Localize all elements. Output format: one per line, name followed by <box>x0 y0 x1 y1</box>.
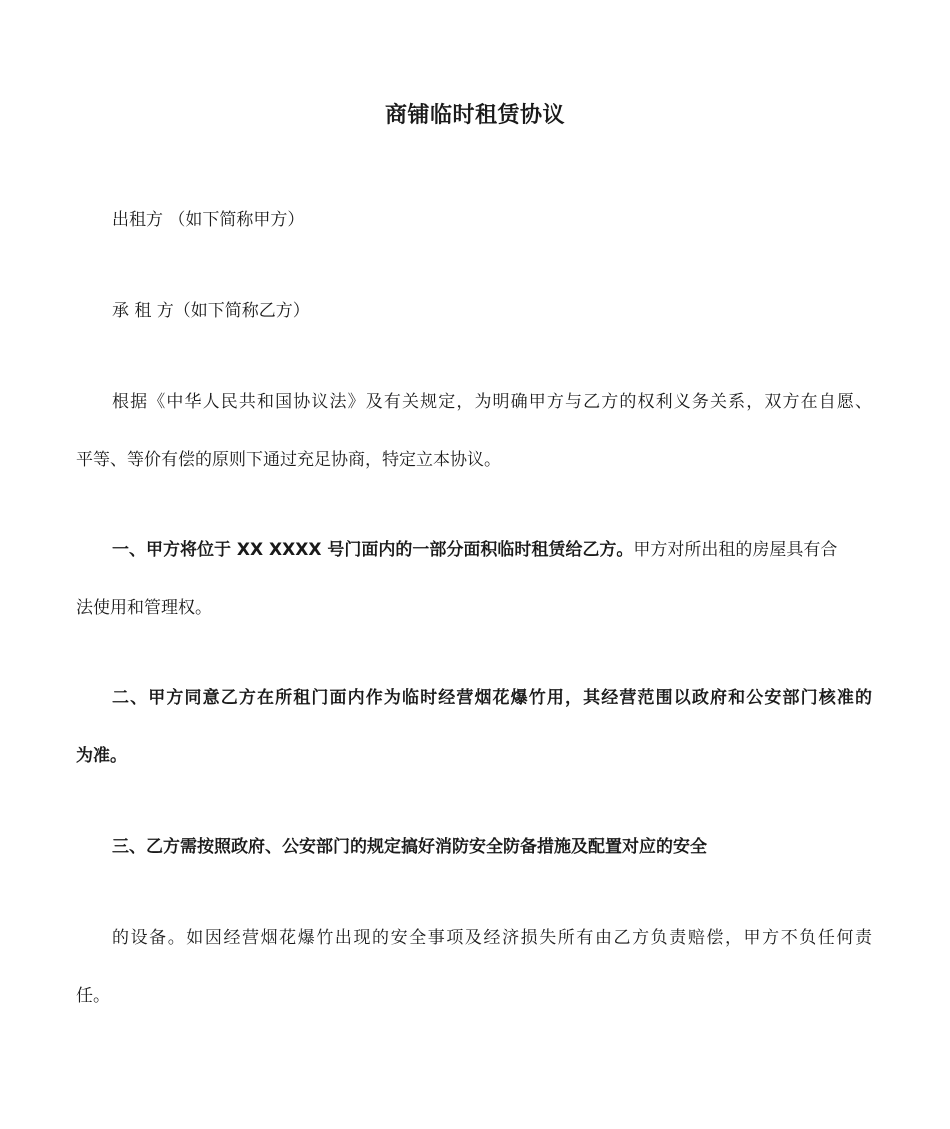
clause-2-line-1: 二、甲方同意乙方在所租门面内作为临时经营烟花爆竹用，其经营范围以政府和公安部门核准的 <box>112 688 872 708</box>
clause-3-cont-line-2: 任。 <box>76 986 110 1006</box>
preamble-line-2: 平等、等价有偿的原则下通过充足协商，特定立本协议。 <box>76 450 501 470</box>
preamble-line-1: 根据《中华人民共和国协议法》及有关规定，为明确甲方与乙方的权利义务关系，双方在自愿、 <box>112 392 872 412</box>
document-title: 商铺临时租赁协议 <box>384 103 565 128</box>
clause-3-cont-line-1: 的设备。如因经营烟花爆竹出现的安全事项及经济损失所有由乙方负责赔偿，甲方不负任何责 <box>112 928 872 948</box>
clause-1-normal-text: 甲方对所出租的房屋具有合 <box>633 540 838 560</box>
clause-1-bold-text: 一、甲方将位于 XX XXXX 号门面内的一部分面积临时租赁给乙方。 <box>112 540 634 560</box>
clause-1-line-1 <box>112 538 872 562</box>
lessee-line: 承 租 方（如下简称乙方） <box>112 301 310 321</box>
clause-2-line-2: 为准。 <box>76 746 127 766</box>
clause-1-line-2: 法使用和管理权。 <box>76 598 212 618</box>
clause-3-line-1: 三、乙方需按照政府、公安部门的规定搞好消防安全防备措施及配置对应的安全 <box>112 837 707 857</box>
lessor-line: 出租方 （如下简称甲方） <box>112 210 305 230</box>
